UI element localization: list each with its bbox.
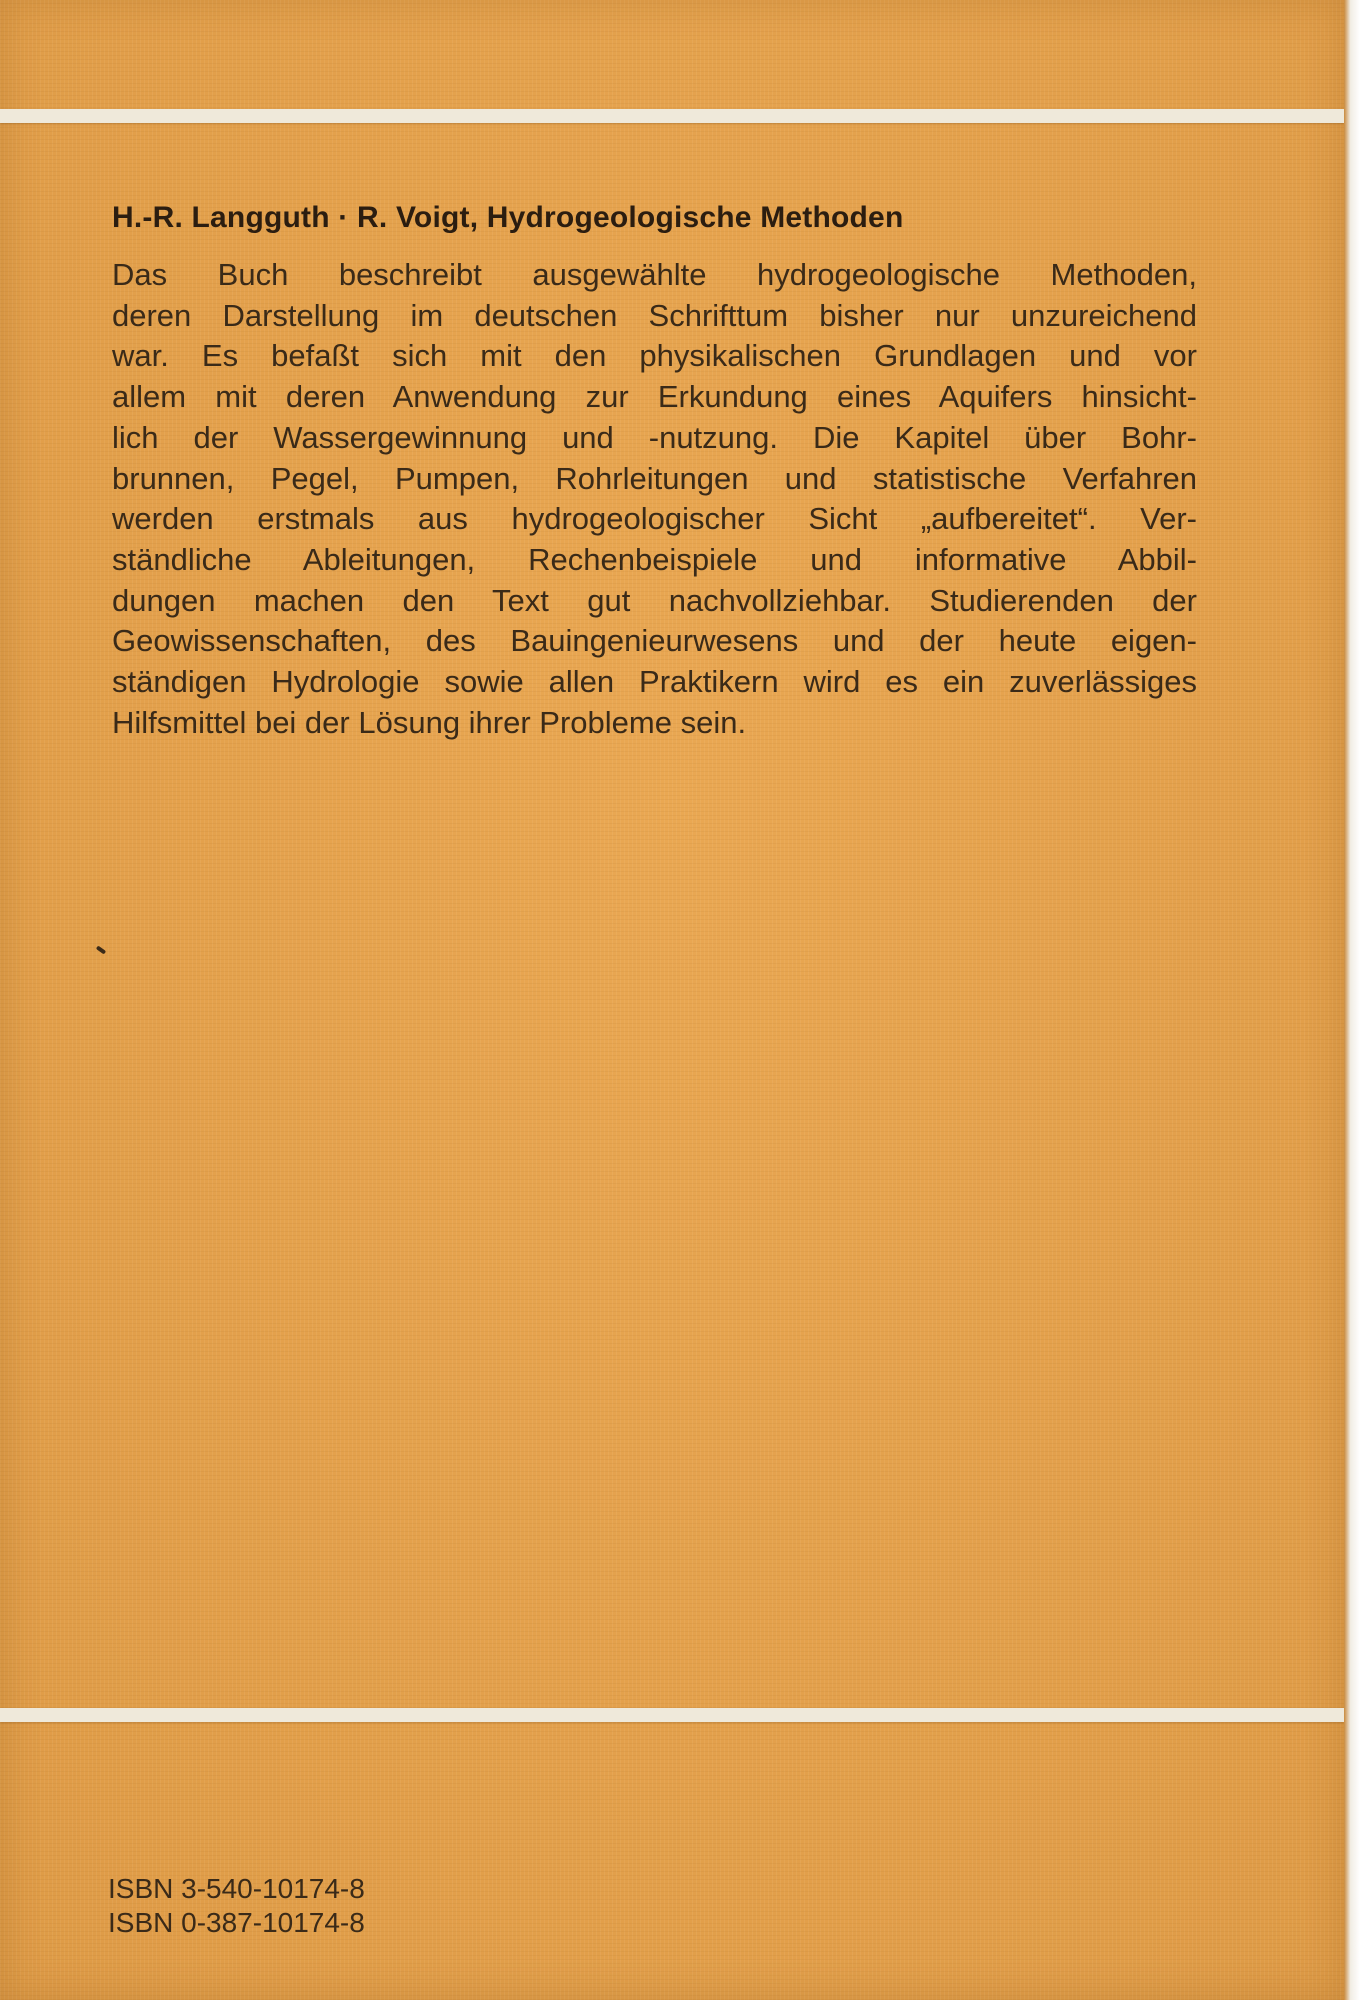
- description-line: ständigen Hydrologie sowie allen Praktikern wird es ein zuverlässiges: [112, 664, 1197, 700]
- description-line: Das Buch beschreibt ausgewählte hydrogeologische Methoden,: [112, 257, 1197, 292]
- description-line: Hilfsmittel bei der Lösung ihrer Probleme sein.: [112, 704, 747, 740]
- description-line: allem mit deren Anwendung zur Erkundung eines Aquifers hinsicht-: [112, 379, 1197, 415]
- description-line: ständliche Ableitungen, Rechenbeispiele und informative Abbil-: [112, 541, 1197, 577]
- top-decorative-stripe: [0, 109, 1344, 123]
- description-line: werden erstmals aus hydrogeologischer Sicht „aufbereitet“. Ver-: [112, 501, 1197, 537]
- book-description: [112, 255, 1197, 743]
- isbn-block: [108, 1872, 365, 1940]
- print-speck: [96, 945, 106, 954]
- description-line: war. Es befaßt sich mit den physikalischen Grundlagen und vor: [112, 338, 1197, 374]
- isbn-line: ISBN 0-387-10174-8: [108, 1907, 365, 1938]
- description-line: brunnen, Pegel, Pumpen, Rohrleitungen und statistische Verfahren: [112, 460, 1197, 496]
- bottom-decorative-stripe: [0, 1708, 1344, 1722]
- description-line: lich der Wassergewinnung und -nutzung. Die Kapitel über Bohr-: [112, 419, 1197, 455]
- book-title: H.-R. Langguth · R. Voigt, Hydrogeologische Methoden: [112, 201, 904, 234]
- description-line: dungen machen den Text gut nachvollziehbar. Studierenden der: [112, 582, 1197, 618]
- page-edge: [1344, 0, 1360, 2000]
- description-line: deren Darstellung im deutschen Schrifttum bisher nur unzureichend: [112, 297, 1197, 333]
- isbn-line: ISBN 3-540-10174-8: [108, 1873, 365, 1904]
- description-line: Geowissenschaften, des Bauingenieurwesens und der heute eigen-: [112, 623, 1197, 659]
